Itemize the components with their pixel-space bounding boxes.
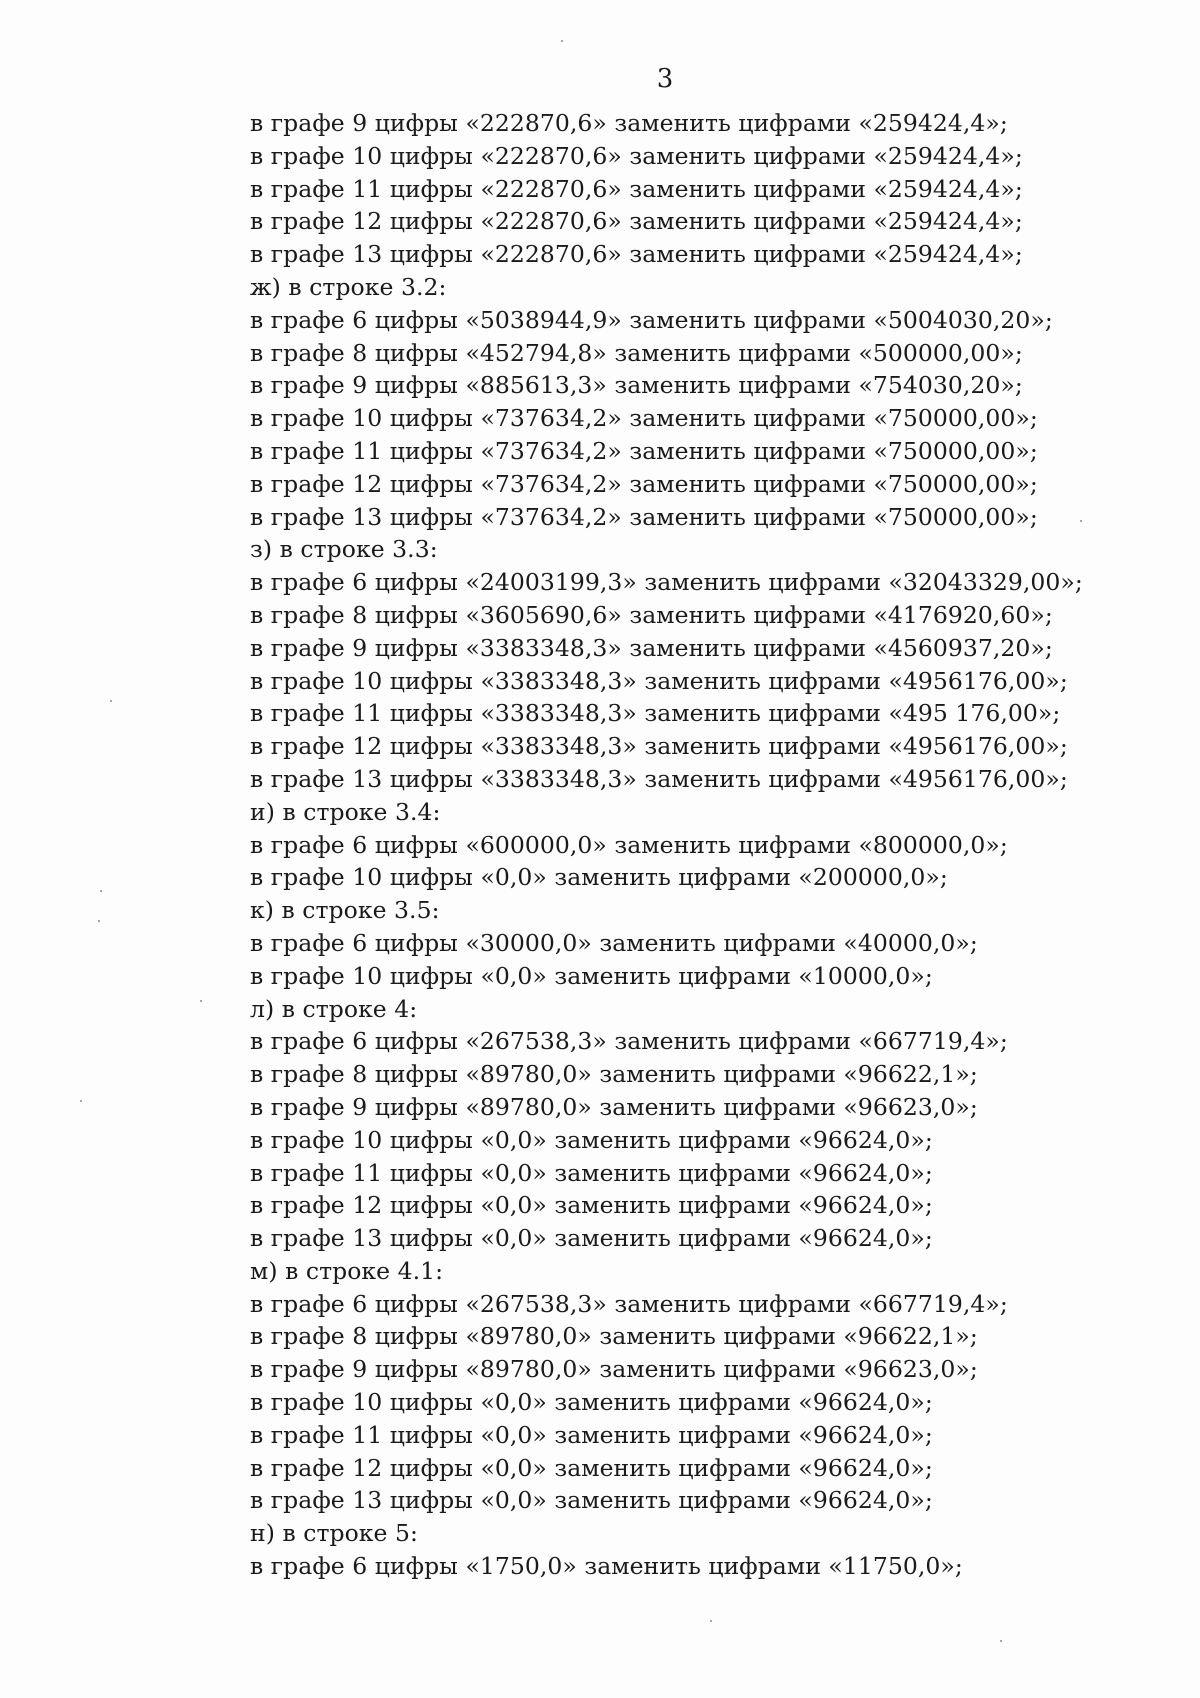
amendment-line: в графе 10 цифры «0,0» заменить цифрами «10000,0»;: [250, 961, 933, 990]
amendment-line: к) в строке 3.5:: [250, 896, 440, 925]
amendment-line: в графе 8 цифры «452794,8» заменить цифрами «500000,00»;: [250, 338, 1023, 367]
amendment-line: в графе 9 цифры «222870,6» заменить цифрами «259424,4»;: [250, 109, 1008, 137]
amendment-line: з) в строке 3.3:: [250, 535, 438, 564]
amendment-line: в графе 11 цифры «0,0» заменить цифрами «96624,0»;: [250, 1158, 933, 1187]
amendment-line: в графе 10 цифры «737634,2» заменить цифрами «750000,00»;: [250, 404, 1038, 433]
scan-speck: [110, 700, 112, 702]
amendment-line: в графе 8 цифры «89780,0» заменить цифрами «96622,1»;: [250, 1322, 978, 1351]
amendment-line: в графе 9 цифры «3383348,3» заменить цифрами «4560937,20»;: [250, 633, 1053, 662]
amendment-line: в графе 8 цифры «89780,0» заменить цифрами «96622,1»;: [250, 1060, 978, 1089]
amendment-line: в графе 9 цифры «89780,0» заменить цифрами «96623,0»;: [250, 1355, 978, 1384]
amendment-line: в графе 10 цифры «222870,6» заменить цифрами «259424,4»;: [250, 141, 1023, 170]
scan-speck: [200, 1000, 202, 1002]
amendment-line: в графе 12 цифры «3383348,3» заменить цифрами «4956176,00»;: [250, 732, 1068, 761]
amendment-line: в графе 9 цифры «89780,0» заменить цифрами «96623,0»;: [250, 1092, 978, 1121]
amendment-line: в графе 6 цифры «1750,0» заменить цифрами «11750,0»;: [250, 1552, 963, 1581]
scan-speck: [561, 40, 563, 42]
amendment-line: ж) в строке 3.2:: [250, 272, 447, 301]
scan-speck: [98, 920, 100, 922]
amendment-list: [250, 107, 1150, 1583]
amendment-line: в графе 10 цифры «3383348,3» заменить цифрами «4956176,00»;: [250, 666, 1068, 695]
amendment-line: в графе 6 цифры «600000,0» заменить цифрами «800000,0»;: [250, 830, 1008, 859]
amendment-line: в графе 11 цифры «3383348,3» заменить цифрами «495 176,00»;: [250, 699, 1061, 728]
amendment-line: м) в строке 4.1:: [250, 1256, 444, 1285]
amendment-line: в графе 8 цифры «3605690,6» заменить цифрами «4176920,60»;: [250, 600, 1053, 629]
amendment-line: в графе 10 цифры «0,0» заменить цифрами «200000,0»;: [250, 863, 948, 892]
amendment-line: и) в строке 3.4:: [250, 797, 441, 826]
amendment-line: в графе 10 цифры «0,0» заменить цифрами «96624,0»;: [250, 1388, 933, 1417]
amendment-line: в графе 12 цифры «0,0» заменить цифрами «96624,0»;: [250, 1453, 933, 1482]
amendment-line: в графе 11 цифры «0,0» заменить цифрами «96624,0»;: [250, 1420, 933, 1449]
amendment-line: в графе 13 цифры «3383348,3» заменить цифрами «4956176,00»;: [250, 764, 1068, 793]
amendment-line: в графе 6 цифры «30000,0» заменить цифрами «40000,0»;: [250, 928, 978, 957]
scan-speck: [710, 1620, 712, 1622]
amendment-line: в графе 13 цифры «0,0» заменить цифрами «96624,0»;: [250, 1224, 933, 1253]
amendment-line: в графе 11 цифры «737634,2» заменить цифрами «750000,00»;: [250, 436, 1038, 465]
amendment-line: н) в строке 5:: [250, 1519, 418, 1548]
page-number: 3: [656, 64, 674, 94]
amendment-line: в графе 6 цифры «267538,3» заменить цифрами «667719,4»;: [250, 1289, 1008, 1318]
amendment-line: в графе 12 цифры «0,0» заменить цифрами «96624,0»;: [250, 1191, 933, 1220]
amendment-line: в графе 12 цифры «222870,6» заменить цифрами «259424,4»;: [250, 207, 1023, 236]
amendment-line: в графе 10 цифры «0,0» заменить цифрами «96624,0»;: [250, 1125, 933, 1154]
scan-speck: [80, 1100, 82, 1102]
amendment-line: в графе 13 цифры «0,0» заменить цифрами «96624,0»;: [250, 1486, 933, 1515]
scan-speck: [1000, 1640, 1002, 1642]
amendment-line: в графе 6 цифры «267538,3» заменить цифрами «667719,4»;: [250, 1027, 1008, 1056]
amendment-line: в графе 13 цифры «222870,6» заменить цифрами «259424,4»;: [250, 240, 1023, 269]
amendment-line: л) в строке 4:: [250, 994, 418, 1023]
amendment-line: в графе 11 цифры «222870,6» заменить цифрами «259424,4»;: [250, 174, 1023, 203]
amendment-line: в графе 13 цифры «737634,2» заменить цифрами «750000,00»;: [250, 502, 1038, 531]
scan-speck: [1080, 520, 1082, 522]
amendment-line: в графе 9 цифры «885613,3» заменить цифрами «754030,20»;: [250, 371, 1023, 400]
amendment-line: в графе 12 цифры «737634,2» заменить цифрами «750000,00»;: [250, 469, 1038, 498]
scan-speck: [100, 890, 102, 892]
amendment-line: в графе 6 цифры «5038944,9» заменить цифрами «5004030,20»;: [250, 305, 1053, 334]
amendment-line: в графе 6 цифры «24003199,3» заменить цифрами «32043329,00»;: [250, 568, 1083, 597]
